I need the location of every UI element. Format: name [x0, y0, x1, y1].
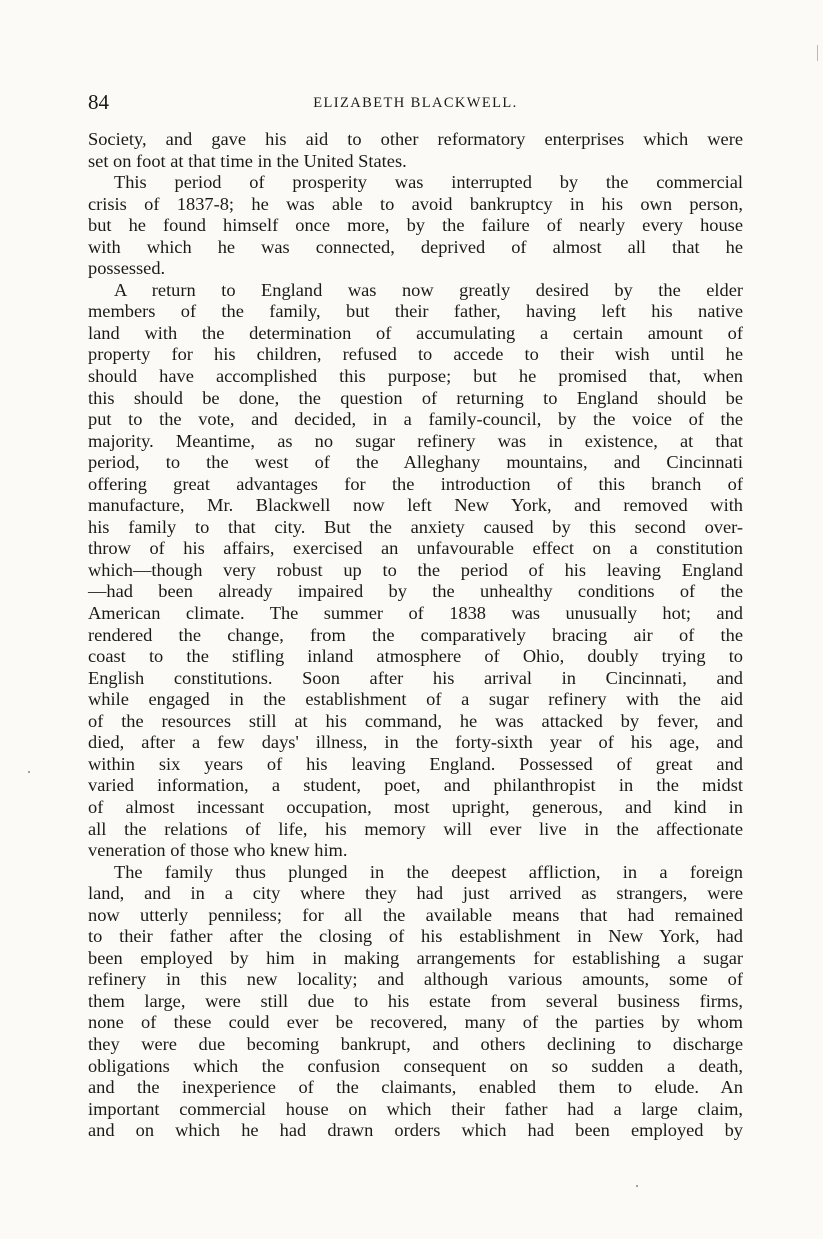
text-line: important commercial house on which their father had a large claim,: [88, 1098, 743, 1119]
text-line: obligations which the confusion consequent on so sudden a death,: [88, 1055, 743, 1076]
text-line: of the resources still at his command, he was attacked by fever, and: [88, 710, 743, 731]
paragraph-first-line: The family thus plunged in the deepest affliction, in a foreign: [114, 861, 743, 882]
page-header: [88, 90, 743, 114]
page-edge-mark: [817, 45, 818, 61]
text-line: and the inexperience of the claimants, enabled them to elude. An: [88, 1077, 743, 1098]
text-line: of almost incessant occupation, most upright, generous, and kind in: [88, 796, 743, 817]
text-line: and on which he had drawn orders which had been employed by: [88, 1120, 743, 1141]
body-text: [88, 129, 743, 1142]
text-line: —had been already impaired by the unhealthy conditions of the: [88, 581, 743, 602]
text-line: land with the determination of accumulating a certain amount of: [88, 322, 743, 343]
text-line: while engaged in the establishment of a sugar refinery with the aid: [88, 689, 743, 710]
text-line: crisis of 1837-8; he was able to avoid bankruptcy in his own person,: [88, 193, 743, 214]
text-line: manufacture, Mr. Blackwell now left New York, and removed with: [88, 495, 743, 516]
text-line: refinery in this new locality; and although various amounts, some of: [88, 969, 743, 990]
text-line: been employed by him in making arrangements for establishing a sugar: [88, 947, 743, 968]
text-line: which—though very robust up to the period of his leaving England: [88, 559, 743, 580]
text-line: land, and in a city where they had just arrived as strangers, were: [88, 883, 743, 904]
text-line: died, after a few days' illness, in the forty-sixth year of his age, and: [88, 732, 743, 753]
running-head: ELIZABETH BLACKWELL.: [313, 95, 518, 111]
text-line: put to the vote, and decided, in a family-council, by the voice of the: [88, 409, 743, 430]
text-line: throw of his affairs, exercised an unfavourable effect on a constitution: [88, 538, 743, 559]
text-line: them large, were still due to his estate from several business firms,: [88, 990, 743, 1011]
ink-speck: [28, 771, 30, 773]
text-line: coast to the stifling inland atmosphere of Ohio, doubly trying to: [88, 646, 743, 667]
text-line: this should be done, the question of returning to England should be: [88, 387, 743, 408]
text-line: veneration of those who knew him.: [88, 840, 348, 861]
text-line: majority. Meantime, as no sugar refinery was in existence, at that: [88, 430, 743, 451]
text-line: within six years of his leaving England. Possessed of great and: [88, 753, 743, 774]
text-line: members of the family, but their father, having left his native: [88, 301, 743, 322]
paragraph-first-line: A return to England was now greatly desired by the elder: [114, 279, 743, 300]
text-line: varied information, a student, poet, and philanthropist in the midst: [88, 775, 743, 796]
page-number: 84: [88, 90, 109, 114]
text-line: Society, and gave his aid to other reformatory enterprises which were: [88, 129, 743, 149]
text-line: American climate. The summer of 1838 was unusually hot; and: [88, 603, 743, 624]
text-line: property for his children, refused to accede to their wish until he: [88, 344, 743, 365]
text-line: period, to the west of the Alleghany mountains, and Cincinnati: [88, 452, 743, 473]
text-line: rendered the change, from the comparatively bracing air of the: [88, 624, 743, 645]
text-line: English constitutions. Soon after his arrival in Cincinnati, and: [88, 667, 743, 688]
text-line: none of these could ever be recovered, many of the parties by whom: [88, 1012, 743, 1033]
text-line: to their father after the closing of his establishment in New York, had: [88, 926, 743, 947]
text-line: they were due becoming bankrupt, and others declining to discharge: [88, 1033, 743, 1054]
text-line: all the relations of life, his memory will ever live in the affectionate: [88, 818, 743, 839]
text-line: with which he was connected, deprived of almost all that he: [88, 236, 743, 257]
text-line: his family to that city. But the anxiety caused by this second over-: [88, 516, 743, 537]
ink-speck: [636, 1185, 638, 1187]
text-line: set on foot at that time in the United States.: [88, 150, 407, 171]
text-line: but he found himself once more, by the failure of nearly every house: [88, 215, 743, 236]
text-line: should have accomplished this purpose; but he promised that, when: [88, 366, 743, 387]
text-line: possessed.: [88, 258, 166, 279]
text-line: now utterly penniless; for all the available means that had remained: [88, 904, 743, 925]
paragraph-first-line: This period of prosperity was interrupted by the commercial: [114, 172, 743, 193]
text-line: offering great advantages for the introduction of this branch of: [88, 473, 743, 494]
